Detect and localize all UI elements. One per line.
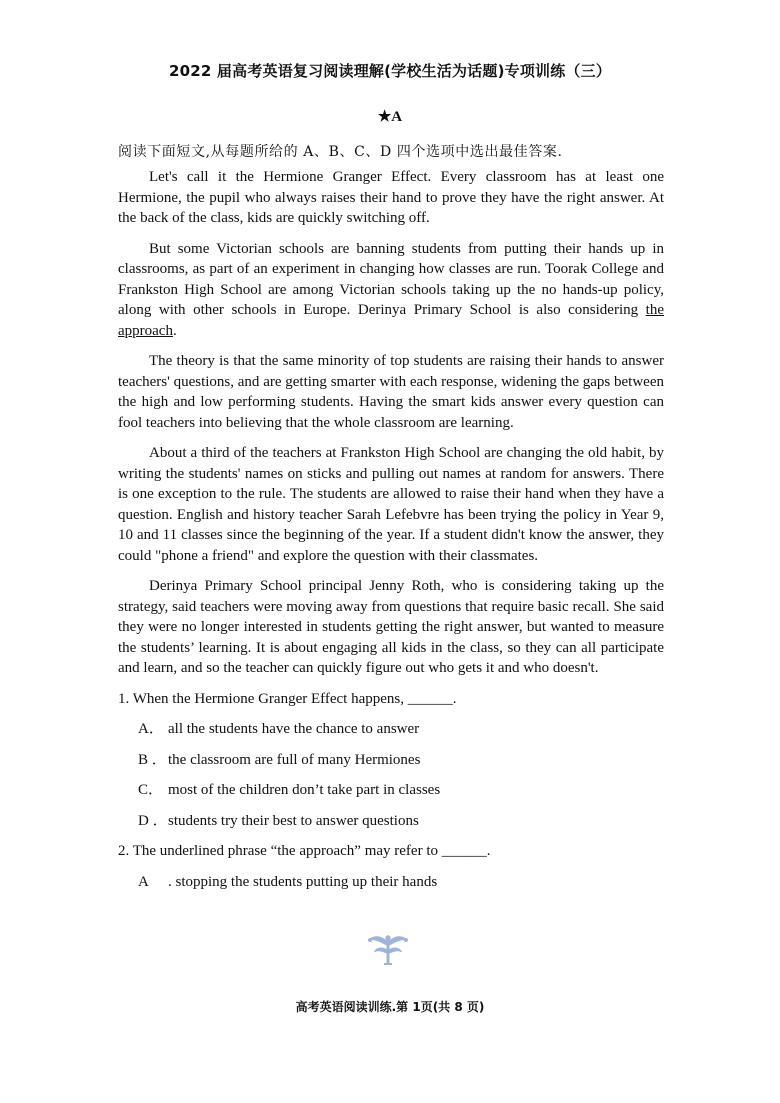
passage-paragraph-3: The theory is that the same minority of top students are raising their hands to answer teachers' questions, and are getting smarter with each response, widening the gaps between the high and low performing students. Having the smart kids answer every question can fool teachers into believing that the whole classroom are learning. (118, 353, 664, 431)
instruction-text: 阅读下面短文,从每题所给的 A、B、C、D 四个选项中选出最佳答案. (118, 144, 563, 160)
option-text: all the students have the chance to answer (168, 721, 420, 737)
floral-ornament-icon (366, 930, 410, 966)
passage-paragraph-4: About a third of the teachers at Frankston High School are changing the old habit, by writing the students' names on sticks and pulling out names at random for answers. There is one exception to the rule. The students are allowed to raise their hand when they have a question. English and history teacher Sarah Lefebvre has been trying the policy in Year 9, 10 and 11 classes since the beginning of the year. If a student didn't know the answer, they could "phone a friend" and explore the question with their classmates. (118, 445, 664, 564)
underlined-phrase: the approach (118, 302, 664, 339)
option-text: . stopping the students putting up their hands (168, 873, 438, 890)
passage-paragraph-5: Derinya Primary School principal Jenny Roth, who is considering taking up the strategy, said teachers were moving away from questions that require basic recall. She said they were no longer interested in students getting the right answer, but wanted to measure the students’ learning. It is about engaging all kids in the class, so they can all participate and learn, and so the teacher can quickly figure out who gets it and who doesn't. (118, 578, 664, 676)
option-letter: B ． (138, 751, 167, 768)
option-text: most of the children don’t take part in classes (168, 782, 441, 798)
question-1-stem: 1. When the Hermione Granger Effect happens, ______. (118, 690, 457, 707)
question-1-option-b (138, 750, 664, 771)
passage-paragraph-2 (118, 239, 664, 342)
option-letter: C． (138, 782, 164, 798)
question-1-option-d (138, 811, 664, 832)
option-text: the classroom are full of many Hermiones (168, 751, 421, 768)
option-letter: A (138, 873, 149, 890)
document-body (118, 142, 664, 902)
question-2-option-a (138, 872, 664, 893)
passage-paragraph-1: Let's call it the Hermione Granger Effect. Every classroom has at least one Hermione, the pupil who always raises their hand to prove they have the right answer. At the back of the class, kids are quickly switching off. (118, 169, 664, 226)
question-2-stem: 2. The underlined phrase “the approach” may refer to ______. (118, 843, 491, 859)
option-letter: D ． (138, 812, 168, 829)
question-1-option-a (138, 719, 664, 740)
option-letter: A． (138, 721, 164, 737)
paragraph-2-end: . (172, 322, 177, 339)
section-mark: ★A (377, 109, 403, 125)
option-text: students try their best to answer questions (168, 812, 419, 829)
paragraph-2-text: But some Victorian schools are banning students from putting their hands up in classrooms, as part of an experiment in changing how classes are run. Toorak College and Frankston High School are among Victorian schools taking up the no hands-up policy, along with other schools in Europe. Derinya Primary School is also considering (118, 240, 664, 318)
question-1-option-c (138, 780, 664, 801)
page-title: 2022 届高考英语复习阅读理解(学校生活为话题)专项训练（三） (168, 62, 612, 80)
page-footer: 高考英语阅读训练.第 1页(共 8 页) (295, 1000, 485, 1014)
